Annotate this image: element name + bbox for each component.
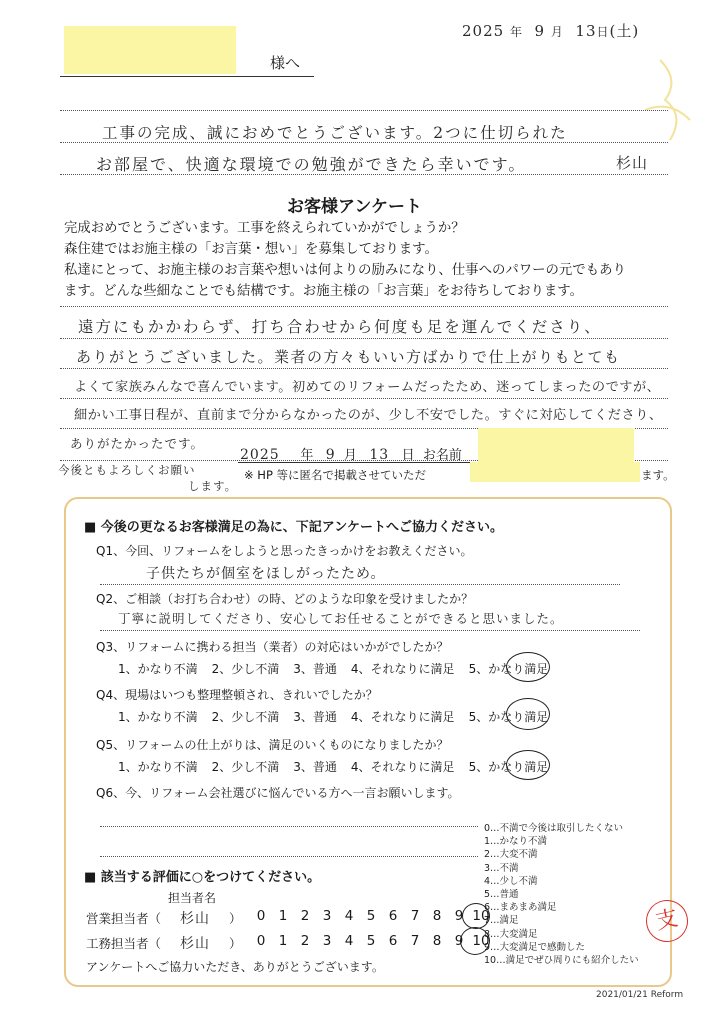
top-date-year-label: 年	[509, 25, 523, 39]
q3-options[interactable]	[118, 660, 562, 677]
section2-title: ■ 該当する評価に○をつけてください。	[84, 870, 321, 885]
top-date-day-label: 日	[596, 25, 610, 39]
q2-question: Q2、ご相談（お打ち合わせ）の時、どのような印象を受けましたか？	[96, 592, 474, 606]
q5-option-5[interactable]: 5、かなり満足	[468, 760, 549, 774]
sales-digit-7[interactable]: 7	[410, 908, 420, 924]
intro-line-4: ます。どんな些細なことでも結構です。お施主様の「お言葉」をお待ちしております。	[64, 284, 584, 299]
weekday-close: )	[632, 22, 640, 40]
works-close: ）	[228, 936, 242, 951]
scale-3: 3…不満	[484, 862, 519, 874]
comment-line-3: よくて家族みんなで喜んでいます。初めてのリフォームだったため、迷ってしまったのですが、	[74, 380, 661, 395]
q4-option-2[interactable]: 2、少し不満	[211, 710, 280, 724]
sales-digit-4[interactable]: 4	[344, 908, 354, 924]
sales-digit-8[interactable]: 8	[432, 908, 442, 924]
comment-line-6a: 今後ともよろしくお願い	[58, 463, 196, 477]
q5-option-1[interactable]: 1、かなり不満	[118, 760, 198, 774]
sales-digit-10[interactable]: 10	[472, 908, 490, 924]
q5-question: Q5、リフォームの仕上がりは、満足のいくものになりましたか？	[96, 738, 449, 752]
q1-answer-rule	[100, 584, 620, 585]
top-date-month-label: 月	[550, 25, 564, 39]
comment-rule-3	[60, 398, 668, 399]
reply-month: 9	[325, 447, 336, 463]
scale-2: 2…大変不満	[484, 849, 538, 861]
q4-option-3[interactable]: 3、普通	[293, 710, 337, 724]
works-selected-circle	[460, 927, 490, 955]
intro-line-1: 完成おめでとうございます。工事を終えられていかがでしょうか？	[64, 221, 465, 236]
addressee-suffix: 様へ	[270, 54, 301, 72]
name-label: お名前	[422, 448, 462, 463]
q6-answer-rule-1	[100, 826, 478, 827]
q3-option-2[interactable]: 2、少し不満	[211, 662, 280, 676]
red-stamp-char: 支	[653, 905, 681, 936]
scale-8: 8…大変満足	[484, 928, 538, 940]
q3-question: Q3、リフォームに携わる担当（業者）の対応はいかがでしたか？	[96, 640, 449, 654]
sales-label: 営業担当者（	[86, 911, 162, 926]
scale-legend	[484, 822, 639, 967]
redacted-addressee-name	[64, 26, 236, 74]
q2-answer-rule	[100, 630, 640, 631]
q4-options[interactable]	[118, 708, 562, 725]
reply-day: 13	[369, 447, 390, 463]
q3-option-3[interactable]: 3、普通	[293, 662, 337, 676]
top-date-month: 9	[534, 22, 546, 40]
works-digits[interactable]	[250, 933, 492, 949]
q4-selected-circle	[506, 698, 550, 730]
message-rule-1	[60, 110, 668, 111]
scale-5: 5…普通	[484, 889, 519, 901]
q6-answer-rule-2	[100, 856, 478, 857]
q3-option-4[interactable]: 4、それなりに満足	[350, 662, 455, 676]
sales-close: ）	[228, 911, 242, 926]
redacted-hp-note	[470, 462, 640, 482]
scale-1: 1…かなり不満	[484, 836, 548, 848]
q5-selected-circle	[506, 750, 550, 780]
sales-digit-3[interactable]: 3	[322, 908, 332, 924]
sales-digit-0[interactable]: 0	[256, 908, 266, 924]
reply-year-label: 年	[300, 448, 314, 463]
works-row	[86, 933, 242, 953]
comment-rule-0	[60, 306, 668, 307]
comment-rule-1	[60, 338, 668, 339]
sales-name: 杉山	[180, 911, 210, 927]
works-digit-0[interactable]: 0	[256, 933, 266, 949]
sales-digit-2[interactable]: 2	[300, 908, 310, 924]
intro-text	[64, 218, 626, 302]
scale-4: 4…少し不満	[484, 875, 538, 887]
redacted-customer-name	[478, 428, 634, 462]
survey-title: お客様アンケート	[287, 197, 422, 217]
hp-note: ※ HP 等に匿名で掲載させていただ	[244, 468, 427, 482]
hp-note-end: ます。	[641, 468, 675, 482]
q5-option-3[interactable]: 3、普通	[293, 760, 337, 774]
intro-line-2: 森住建ではお施主様の「お言葉・想い」を募集しております。	[64, 242, 438, 257]
comment-line-6b: します。	[188, 479, 238, 493]
q4-option-5[interactable]: 5、かなり満足	[468, 710, 549, 724]
works-digit-5[interactable]: 5	[366, 933, 376, 949]
works-digit-3[interactable]: 3	[322, 933, 332, 949]
works-digit-4[interactable]: 4	[344, 933, 354, 949]
scale-6: 6…まあまあ満足	[484, 902, 557, 914]
intro-line-3: 私達にとって、お施主様のお言葉や想いは何よりの励みになり、仕事へのパワーの元でもあり	[64, 263, 626, 278]
works-digit-8[interactable]: 8	[432, 933, 442, 949]
footer-code: 2021/01/21 Reform	[596, 990, 684, 1000]
works-label: 工務担当者（	[86, 936, 162, 951]
comment-line-5: ありがたかったです。	[70, 436, 205, 451]
top-date	[462, 20, 639, 41]
scale-0: 0…不満で今後は取引したくない	[484, 823, 624, 834]
reply-day-label: 日	[401, 448, 415, 463]
q4-option-4[interactable]: 4、それなりに満足	[350, 710, 455, 724]
works-digit-10[interactable]: 10	[472, 933, 490, 949]
q2-answer[interactable]: 丁寧に説明してくださり、安心してお任せることができると思いました。	[118, 611, 564, 626]
section1-title: ■ 今後の更なるお客様満足の為に、下記アンケートへご協力ください。	[84, 520, 504, 535]
top-date-day: 13	[575, 22, 597, 40]
sales-digit-9[interactable]: 9	[454, 908, 464, 924]
addressee-underline	[60, 76, 314, 77]
scale-10: 10…満足でぜひ周りにも紹介したい	[484, 955, 639, 967]
works-digit-7[interactable]: 7	[410, 933, 420, 949]
sales-digit-5[interactable]: 5	[366, 908, 376, 924]
sales-digits[interactable]	[250, 908, 492, 924]
q3-option-5[interactable]: 5、かなり満足	[468, 662, 549, 676]
works-digit-1[interactable]: 1	[278, 933, 288, 949]
sales-selected-circle	[462, 903, 490, 929]
message-line-1: 工事の完成、誠におめでとうございます。2つに仕切られた	[102, 124, 568, 142]
comment-line-4: 細かい工事日程が、直前まで分からなかったのが、少し不安でした。すぐに対応してくださり、	[74, 408, 663, 423]
q4-question: Q4、現場はいつも整理整頓され、きれいでしたか？	[96, 688, 378, 702]
thanks-text: アンケートへご協力いただき、ありがとうございます。	[86, 960, 384, 974]
works-digit-9[interactable]: 9	[454, 933, 464, 949]
sales-digit-1[interactable]: 1	[278, 908, 288, 924]
q3-selected-circle	[506, 652, 550, 682]
q3-option-1[interactable]: 1、かなり不満	[118, 662, 198, 676]
q1-question: Q1、今回、リフォームをしようと思ったきっかけをお教えください。	[96, 544, 473, 558]
q4-option-1[interactable]: 1、かなり不満	[118, 710, 198, 724]
q5-option-4[interactable]: 4、それなりに満足	[350, 760, 455, 774]
reply-date	[240, 444, 462, 463]
top-date-year: 2025	[462, 22, 505, 40]
top-date-weekday: 土	[616, 22, 633, 40]
q1-answer[interactable]: 子供たちが個室をほしがったため。	[146, 566, 386, 582]
comment-line-2: ありがとうございました。業者の方々もいい方ばかりで仕上がりもとても	[76, 348, 621, 366]
message-line-2: お部屋で、快適な環境での勉強ができたら幸いです。	[96, 155, 527, 174]
scale-9: 9…大変満足で感動した	[484, 941, 586, 953]
works-name: 杉山	[180, 936, 210, 952]
reply-month-label: 月	[343, 448, 357, 463]
reply-year: 2025	[240, 447, 280, 463]
weekday-open: (	[609, 22, 617, 40]
q5-options[interactable]	[118, 758, 562, 775]
comment-line-1: 遠方にもかかわらず、打ち合わせから何度も足を運んでくださり、	[78, 318, 602, 336]
staff-header: 担当者名	[168, 891, 217, 905]
works-digit-2[interactable]: 2	[300, 933, 310, 949]
q5-option-2[interactable]: 2、少し不満	[211, 760, 280, 774]
sales-digit-6[interactable]: 6	[388, 908, 398, 924]
comment-rule-2	[60, 368, 668, 369]
works-digit-6[interactable]: 6	[388, 933, 398, 949]
scale-7: 7…満足	[484, 915, 519, 927]
q6-question: Q6、今、リフォーム会社選びに悩んでいる方へ一言お願いします。	[96, 786, 460, 800]
message-signature: 杉山	[616, 154, 649, 172]
sales-row	[86, 908, 242, 928]
